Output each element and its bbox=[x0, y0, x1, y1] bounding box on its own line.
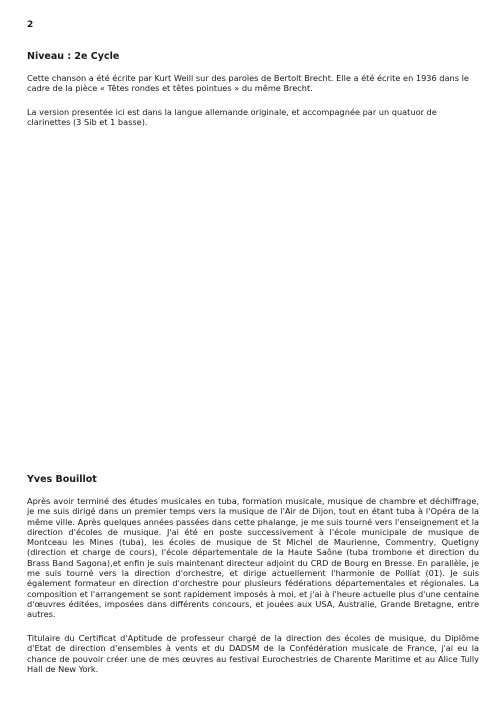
author-heading: Yves Bouillot bbox=[27, 474, 97, 485]
intro-paragraph: Cette chanson a été écrite par Kurt Weill sur des paroles de Bertolt Brecht. Elle a été écrite en 1936 dans le cadre de la pièce « Têtes rondes et têtes pointues » du même Brecht. bbox=[27, 73, 469, 94]
level-heading: Niveau : 2e Cycle bbox=[27, 51, 120, 62]
intro-paragraph: La version presentée ici est dans la langue allemande originale, et accompagnée par un quatuor de clarinettes (3 Sib et 1 basse). bbox=[27, 107, 437, 128]
bio-paragraph: Après avoir terminé des études musicales en tuba, formation musicale, musique de chambre et déchiffrage, je me suis dirigé dans un premier temps vers la musique de l'Air de Dijon, tout en étant tuba à l'Opéra de la même ville. Après quelques années passées dans cette phalange, je me suis tourné vers l'enseignement et la direction d'écoles de musique. J'ai été en poste successivement à l'école municipale de musique de Montceau les Mines (tuba), les écoles de musique de St Michel de Maurienne, Commentry, Quetigny (direction et charge de cours), l'école départementale de la Haute Saône (tuba trombone et direction du Brass Band Sagona),et enfin je suis maintenant directeur adjoint du CRD de Bourg en Bresse. En parallèle, je me suis tourné vers la direction d'orchestre, et dirige actuellement l'harmonie de Polliat (01). Je suis également formateur en direction d'orchestre pour plusieurs fédérations départementales et régionales. La composition et l'arrangement se sont rapidement imposés à moi, et j'ai à l'heure actuelle plus d'une centaine d'œuvres éditées, imposées dans différents concours, et jouées aux USA, Australie, Grande Bretagne, entre autres. bbox=[27, 496, 479, 620]
bio-paragraph: Titulaire du Certificat d'Aptitude de professeur chargé de la direction des écoles de musique, du Diplôme d'Etat de direction d'ensembles à vents et du DADSM de la Confédération musicale de France, j'ai eu la chance de pouvoir créer une de mes œuvres au festival Eurochestries de Charente Maritime et au Alice Tully Hall de New York. bbox=[27, 633, 479, 674]
page-number: 2 bbox=[27, 20, 34, 30]
